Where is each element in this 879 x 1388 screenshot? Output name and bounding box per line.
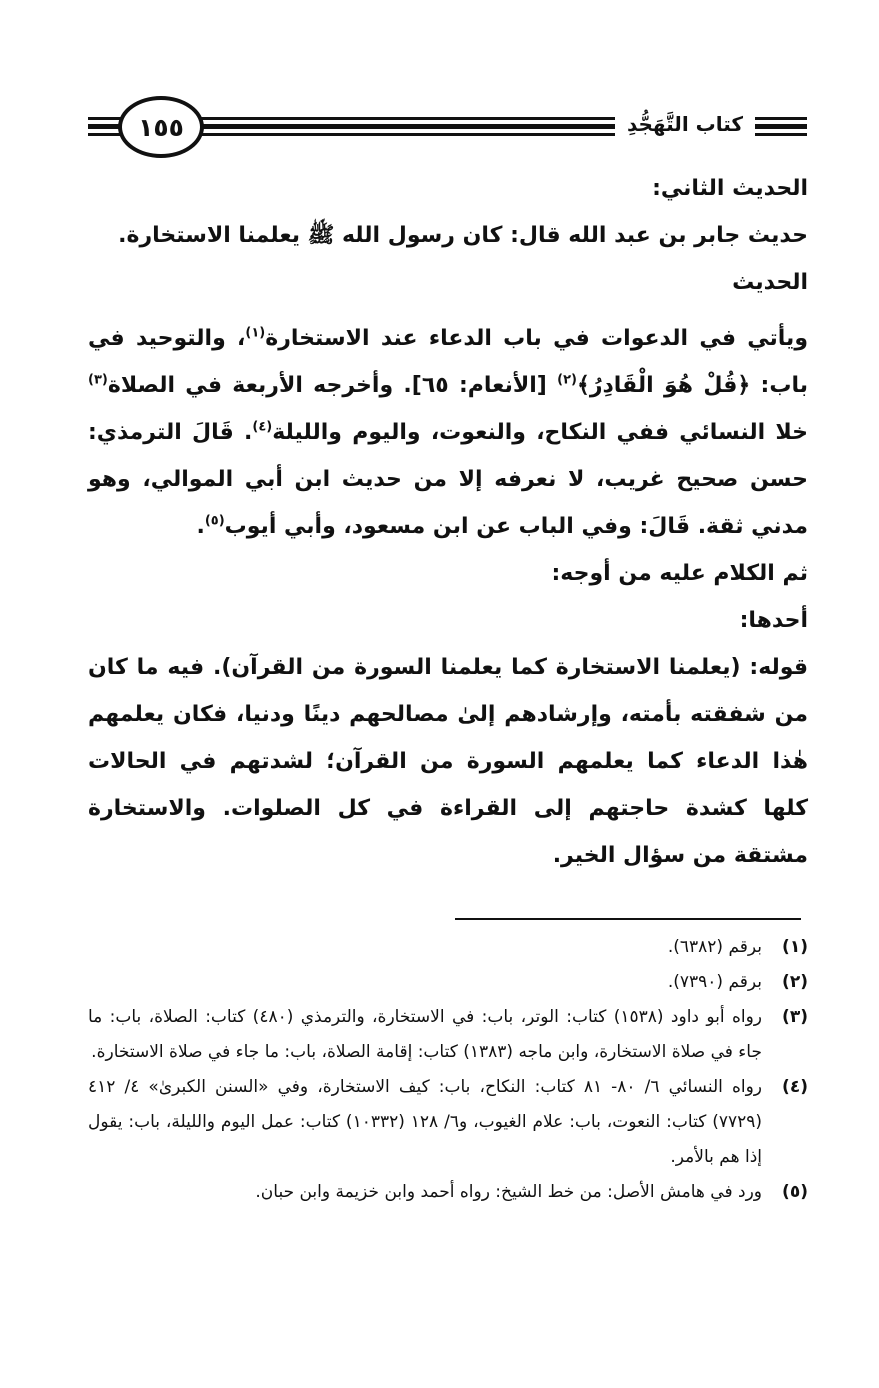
text-span: ويأتي في الدعوات في باب الدعاء عند الاستخارة xyxy=(265,326,808,351)
footnote-number: (١) xyxy=(782,937,808,957)
footnote-number: (٤) xyxy=(782,1077,808,1097)
hadith-line: حديث جابر بن عبد الله قال: كان رسول الله ﷺ يعلمنا الاستخارة. xyxy=(118,223,808,248)
text-span: ، والتوحيد في باب: ﴿قُلْ هُوَ الْقَادِرُ﴾ xyxy=(88,326,808,398)
footnote-text: ورد في هامش الأصل: من خط الشيخ: رواه أحمد وابن خزيمة وابن حبان. xyxy=(255,1182,762,1202)
paragraph-commentary: قوله: (يعلمنا الاستخارة كما يعلمنا السورة من القرآن). فيه ما كان من شفقته بأمته، وإرشادهم إلىٰ مصالحهم دينًا ودنيا، فكان يعلمهم هٰذا الدعاء كما يعلمهم السورة من القرآن؛ لشدتهم في الحالات كلها كشدة حاجتهم إلى القراءة في كل الصلوات. والاستخارة مشتقة من سؤال الخير. xyxy=(88,655,808,868)
footnote-text: برقم (٧٣٩٠). xyxy=(667,972,762,992)
subheading-first: أحدها: xyxy=(739,608,808,633)
hadith-tail: الحديث xyxy=(732,270,808,295)
footnote-item xyxy=(88,1175,808,1210)
text-span: [الأنعام: ٦٥]. وأخرجه الأربعة في الصلاة xyxy=(107,373,558,398)
footnote-separator xyxy=(455,918,801,920)
footnote-ref: (٥) xyxy=(204,513,225,529)
running-head: كتاب التَّهَجُّدِ xyxy=(626,112,744,136)
footnote-number: (٥) xyxy=(782,1182,808,1202)
footnote-item xyxy=(88,1000,808,1070)
footnote-ref: (٤) xyxy=(252,419,273,435)
text-span: . xyxy=(196,514,205,539)
page-number: ١٥٥ xyxy=(118,96,204,158)
footnote-item xyxy=(88,1070,808,1175)
footnote-text: رواه النسائي ٦/ ٨٠- ٨١ كتاب: النكاح، باب: كيف الاستخارة، وفي «السنن الكبرىٰ» ٤/ ٤١٢ (٧٧٢٩) كتاب: النعوت، باب: علام الغيوب، و٦/ ١٢٨ (١٠٣٣٢) كتاب: عمل اليوم والليلة، باب: يقول إذا هم بالأمر. xyxy=(88,1077,762,1167)
footnote-item xyxy=(88,965,808,1000)
footnote-number: (٢) xyxy=(782,972,808,992)
footnote-number: (٣) xyxy=(782,1007,808,1027)
footnote-ref: (٢) xyxy=(557,372,577,388)
footnote-ref: (٣) xyxy=(88,372,108,388)
header-rule-right xyxy=(755,115,807,137)
text-span: خلا النسائي ففي النكاح، والنعوت، واليوم والليلة xyxy=(272,420,808,445)
footnote-ref: (١) xyxy=(245,325,266,341)
footnotes xyxy=(88,930,808,1210)
header-rule-middle xyxy=(197,115,615,137)
paragraph-aspects: ثم الكلام عليه من أوجه: xyxy=(551,561,808,586)
main-text xyxy=(88,165,808,879)
footnote-item xyxy=(88,930,808,965)
section-heading: الحديث الثاني: xyxy=(652,176,808,201)
page-header xyxy=(0,0,879,170)
footnote-text: رواه أبو داود (١٥٣٨) كتاب: الوتر، باب: في الاستخارة، والترمذي (٤٨٠) كتاب: الصلاة، باب: ما جاء في صلاة الاستخارة، وابن ماجه (١٣٨٣) كتاب: إقامة الصلاة، باب: ما جاء في صلاة الاستخارة. xyxy=(88,1007,762,1062)
footnote-text: برقم (٦٣٨٢). xyxy=(667,937,762,957)
text-span: . قَالَ الترمذي: حسن صحيح غريب، لا نعرفه إلا من حديث ابن أبي الموالي، وهو مدني ثقة. قَالَ: وفي الباب عن ابن مسعود، وأبي أيوب xyxy=(88,420,808,539)
paragraph-sources xyxy=(88,315,808,550)
